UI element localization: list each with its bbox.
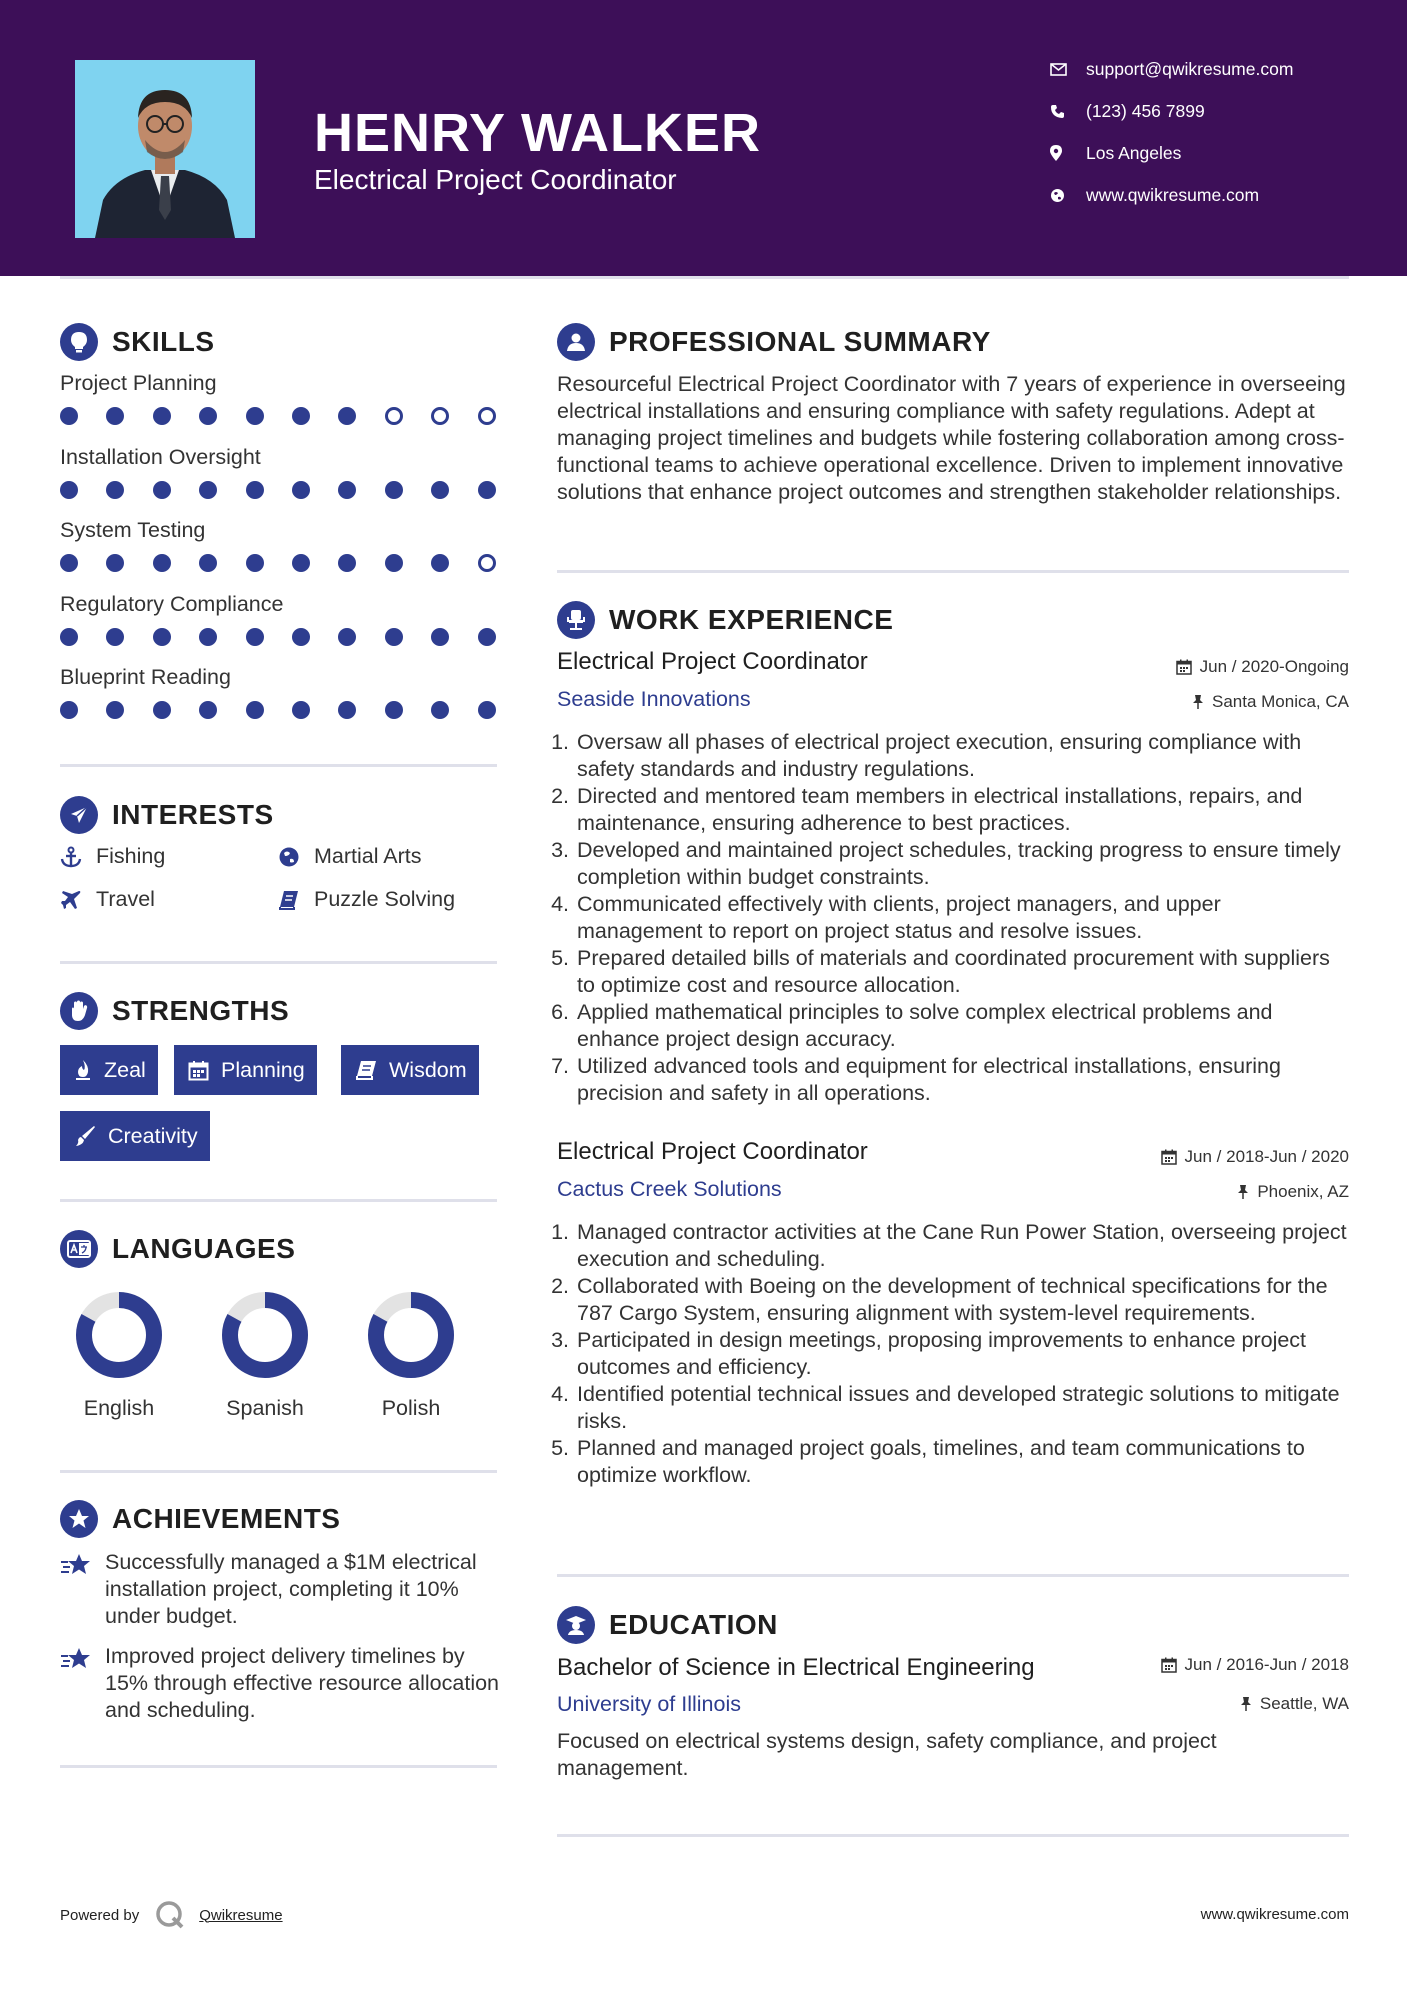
- company-name: Cactus Creek Solutions: [557, 1177, 782, 1201]
- interests-heading: INTERESTS: [60, 796, 274, 834]
- globe-icon: [278, 846, 314, 868]
- contact-website[interactable]: www.qwikresume.com: [1050, 180, 1259, 210]
- rating-dot-filled: [338, 628, 356, 646]
- rating-dot-filled: [246, 628, 264, 646]
- interest-item: Puzzle Solving: [278, 887, 455, 912]
- skill-rating: [60, 407, 500, 427]
- rating-dot-filled: [60, 554, 78, 572]
- plane-icon: [60, 889, 96, 911]
- skills-heading: SKILLS: [60, 323, 215, 361]
- rating-dot-filled: [292, 628, 310, 646]
- section-divider: [60, 764, 497, 767]
- skill-item: Regulatory Compliance: [60, 592, 500, 617]
- rating-dot-filled: [478, 481, 496, 499]
- strength-tag: Creativity: [60, 1111, 210, 1161]
- job-title: Electrical Project Coordinator: [557, 1138, 868, 1165]
- strength-tag: Zeal: [60, 1045, 158, 1095]
- language-icon: [60, 1230, 98, 1268]
- rating-dot-filled: [478, 701, 496, 719]
- section-divider: [557, 1834, 1349, 1837]
- rating-dot-filled: [292, 407, 310, 425]
- bullet-item: 1. Managed contractor activities at the Cane Run Power Station, overseeing project execution and scheduling.: [575, 1219, 1349, 1273]
- education-dates: Jun / 2016-Jun / 2018: [1161, 1655, 1349, 1675]
- job-title: Electrical Project Coordinator: [557, 648, 868, 675]
- strength-tag: Planning: [174, 1045, 317, 1095]
- candidate-title: Electrical Project Coordinator: [314, 164, 677, 195]
- rating-dot-filled: [60, 701, 78, 719]
- rating-dot-filled: [153, 554, 171, 572]
- bullet-item: 1. Oversaw all phases of electrical project execution, ensuring compliance with safety standards and industry regulations.: [575, 729, 1349, 783]
- languages-heading: LANGUAGES: [60, 1230, 295, 1268]
- section-divider: [60, 1470, 497, 1473]
- star-badge-icon: [60, 1500, 98, 1538]
- rating-dot-filled: [199, 554, 217, 572]
- achievements-heading: ACHIEVEMENTS: [60, 1500, 340, 1538]
- bullet-item: 2. Directed and mentored team members in electrical installations, repairs, and maintenance, ensuring adherence to best practices.: [575, 783, 1349, 837]
- rating-dot-filled: [385, 554, 403, 572]
- bullet-item: 5. Prepared detailed bills of materials and coordinated procurement with suppliers to optimize cost and resource allocation.: [575, 945, 1349, 999]
- rating-dot-filled: [338, 481, 356, 499]
- language-ring: [366, 1290, 456, 1380]
- contact-email[interactable]: support@qwikresume.com: [1050, 54, 1293, 84]
- resume-header: [0, 0, 1407, 276]
- paper-plane-icon: [60, 796, 98, 834]
- rating-dot-filled: [153, 628, 171, 646]
- skill-item: Installation Oversight: [60, 445, 500, 470]
- bullet-item: 4. Communicated effectively with clients, project managers, and upper management to report on project status and resolve issues.: [575, 891, 1349, 945]
- rating-dot-filled: [199, 481, 217, 499]
- flame-icon: [74, 1059, 92, 1081]
- rating-dot-filled: [153, 407, 171, 425]
- interest-item: Travel: [60, 887, 155, 912]
- strengths-heading: STRENGTHS: [60, 992, 289, 1030]
- bullet-item: 3. Participated in design meetings, proposing improvements to enhance project outcomes and efficiency.: [575, 1327, 1349, 1381]
- map-marker-icon: [1050, 145, 1086, 161]
- footer-url[interactable]: www.qwikresume.com: [1200, 1906, 1349, 1923]
- footer-powered: Powered by Qwikresume: [60, 1900, 283, 1930]
- job-dates: Jun / 2020-Ongoing: [1176, 657, 1349, 677]
- job-dates: Jun / 2018-Jun / 2020: [1161, 1147, 1349, 1167]
- qwikresume-logo-icon: [155, 1900, 185, 1930]
- bullet-item: 3. Developed and maintained project schedules, tracking progress to ensure timely completion within budget constraints.: [575, 837, 1349, 891]
- rating-dot-filled: [106, 628, 124, 646]
- rating-dot-filled: [199, 701, 217, 719]
- skill-item: Blueprint Reading: [60, 665, 500, 690]
- skill-rating: [60, 481, 500, 501]
- envelope-icon: [1050, 63, 1086, 76]
- section-divider: [557, 1574, 1349, 1577]
- language-item: Spanish: [200, 1290, 330, 1421]
- bullet-item: 7. Utilized advanced tools and equipment for electrical installations, ensuring precision and safety in all operations.: [575, 1053, 1349, 1107]
- education-location: Seattle, WA: [1240, 1694, 1349, 1714]
- language-item: English: [54, 1290, 184, 1421]
- rating-dot-filled: [60, 628, 78, 646]
- skill-rating: [60, 628, 500, 648]
- rating-dot-filled: [153, 481, 171, 499]
- calendar-icon: [1176, 659, 1192, 675]
- achievement-item: Improved project delivery timelines by 15% through effective resource allocation and scheduling.: [60, 1643, 500, 1724]
- skill-item: Project Planning: [60, 371, 500, 396]
- rating-dot-filled: [106, 701, 124, 719]
- bullet-item: 6. Applied mathematical principles to solve complex electrical problems and enhance project design accuracy.: [575, 999, 1349, 1053]
- calendar-icon: [188, 1060, 209, 1081]
- rating-dot-empty: [478, 554, 496, 572]
- rating-dot-empty: [431, 407, 449, 425]
- contact-phone[interactable]: (123) 456 7899: [1050, 96, 1205, 126]
- rating-dot-filled: [292, 701, 310, 719]
- rating-dot-filled: [478, 628, 496, 646]
- rating-dot-filled: [246, 407, 264, 425]
- rating-dot-empty: [478, 407, 496, 425]
- rating-dot-filled: [246, 701, 264, 719]
- bullet-item: 4. Identified potential technical issues and developed strategic solutions to mitigate risks.: [575, 1381, 1349, 1435]
- job-location: Phoenix, AZ: [1237, 1182, 1349, 1202]
- header-divider: [60, 276, 1349, 279]
- skill-rating: [60, 554, 500, 574]
- hand-icon: [60, 992, 98, 1030]
- rating-dot-filled: [199, 407, 217, 425]
- section-divider: [60, 961, 497, 964]
- school-name: University of Illinois: [557, 1692, 741, 1716]
- phone-icon: [1050, 104, 1086, 119]
- rating-dot-filled: [292, 481, 310, 499]
- rating-dot-filled: [199, 628, 217, 646]
- bullet-item: 5. Planned and managed project goals, timelines, and team communications to optimize workflow.: [575, 1435, 1349, 1489]
- strength-tag: Wisdom: [341, 1045, 479, 1095]
- section-divider: [60, 1199, 497, 1202]
- experience-heading: WORK EXPERIENCE: [557, 601, 893, 639]
- rating-dot-filled: [431, 481, 449, 499]
- anchor-icon: [60, 846, 96, 868]
- section-divider: [60, 1765, 497, 1768]
- book-icon: [355, 1060, 377, 1081]
- skill-item: System Testing: [60, 518, 500, 543]
- rating-dot-filled: [431, 554, 449, 572]
- lightbulb-icon: [60, 323, 98, 361]
- summary-text: Resourceful Electrical Project Coordinator with 7 years of experience in overseeing electrical installations and ensuring compliance with safety regulations. Adept at managing project timelines and budgets while fostering collaboration among cross-functional teams to achieve operational excellence. Driven to implement innovative solutions that enhance project outcomes and strengthen stakeholder relationships.: [557, 372, 1346, 504]
- contact-location: Los Angeles: [1050, 138, 1181, 168]
- degree-title: Bachelor of Science in Electrical Engineering: [557, 1654, 1035, 1681]
- shooting-star-icon: [60, 1643, 105, 1724]
- rating-dot-filled: [246, 554, 264, 572]
- rating-dot-filled: [292, 554, 310, 572]
- pushpin-icon: [1192, 694, 1204, 710]
- rating-dot-filled: [338, 701, 356, 719]
- summary-heading: PROFESSIONAL SUMMARY: [557, 323, 991, 361]
- pushpin-icon: [1240, 1696, 1252, 1712]
- job-bullets: [557, 1219, 1349, 1489]
- rating-dot-filled: [431, 701, 449, 719]
- rating-dot-filled: [106, 554, 124, 572]
- rating-dot-filled: [60, 407, 78, 425]
- skill-rating: [60, 701, 500, 721]
- office-chair-icon: [557, 601, 595, 639]
- rating-dot-empty: [385, 407, 403, 425]
- graduate-icon: [557, 1606, 595, 1644]
- rating-dot-filled: [106, 481, 124, 499]
- achievement-item: Successfully managed a $1M electrical installation project, completing it 10% under budget.: [60, 1549, 500, 1630]
- rating-dot-filled: [338, 407, 356, 425]
- shooting-star-icon: [60, 1549, 105, 1630]
- user-icon: [557, 323, 595, 361]
- rating-dot-filled: [385, 701, 403, 719]
- rating-dot-filled: [338, 554, 356, 572]
- profile-photo: [75, 60, 255, 238]
- education-heading: EDUCATION: [557, 1606, 778, 1644]
- interest-item: Fishing: [60, 844, 165, 869]
- qwikresume-link[interactable]: Qwikresume: [199, 1906, 283, 1924]
- company-name: Seaside Innovations: [557, 687, 751, 711]
- calendar-icon: [1161, 1149, 1177, 1165]
- bullet-item: 2. Collaborated with Boeing on the development of technical specifications for the 787 Cargo System, ensuring alignment with system-level requirements.: [575, 1273, 1349, 1327]
- interest-item: Martial Arts: [278, 844, 422, 869]
- language-ring: [220, 1290, 310, 1380]
- calendar-icon: [1161, 1657, 1177, 1673]
- rating-dot-filled: [153, 701, 171, 719]
- language-ring: [74, 1290, 164, 1380]
- section-divider: [557, 570, 1349, 573]
- pushpin-icon: [1237, 1184, 1249, 1200]
- globe-icon: [1050, 188, 1086, 203]
- brush-icon: [74, 1125, 96, 1147]
- education-text: Focused on electrical systems design, safety compliance, and project management.: [557, 1729, 1217, 1780]
- rating-dot-filled: [60, 481, 78, 499]
- rating-dot-filled: [385, 481, 403, 499]
- rating-dot-filled: [385, 628, 403, 646]
- job-location: Santa Monica, CA: [1192, 692, 1349, 712]
- job-bullets: [557, 729, 1349, 1107]
- rating-dot-filled: [431, 628, 449, 646]
- book-icon: [278, 889, 314, 911]
- rating-dot-filled: [106, 407, 124, 425]
- rating-dot-filled: [246, 481, 264, 499]
- candidate-name: HENRY WALKER: [314, 103, 762, 163]
- language-item: Polish: [346, 1290, 476, 1421]
